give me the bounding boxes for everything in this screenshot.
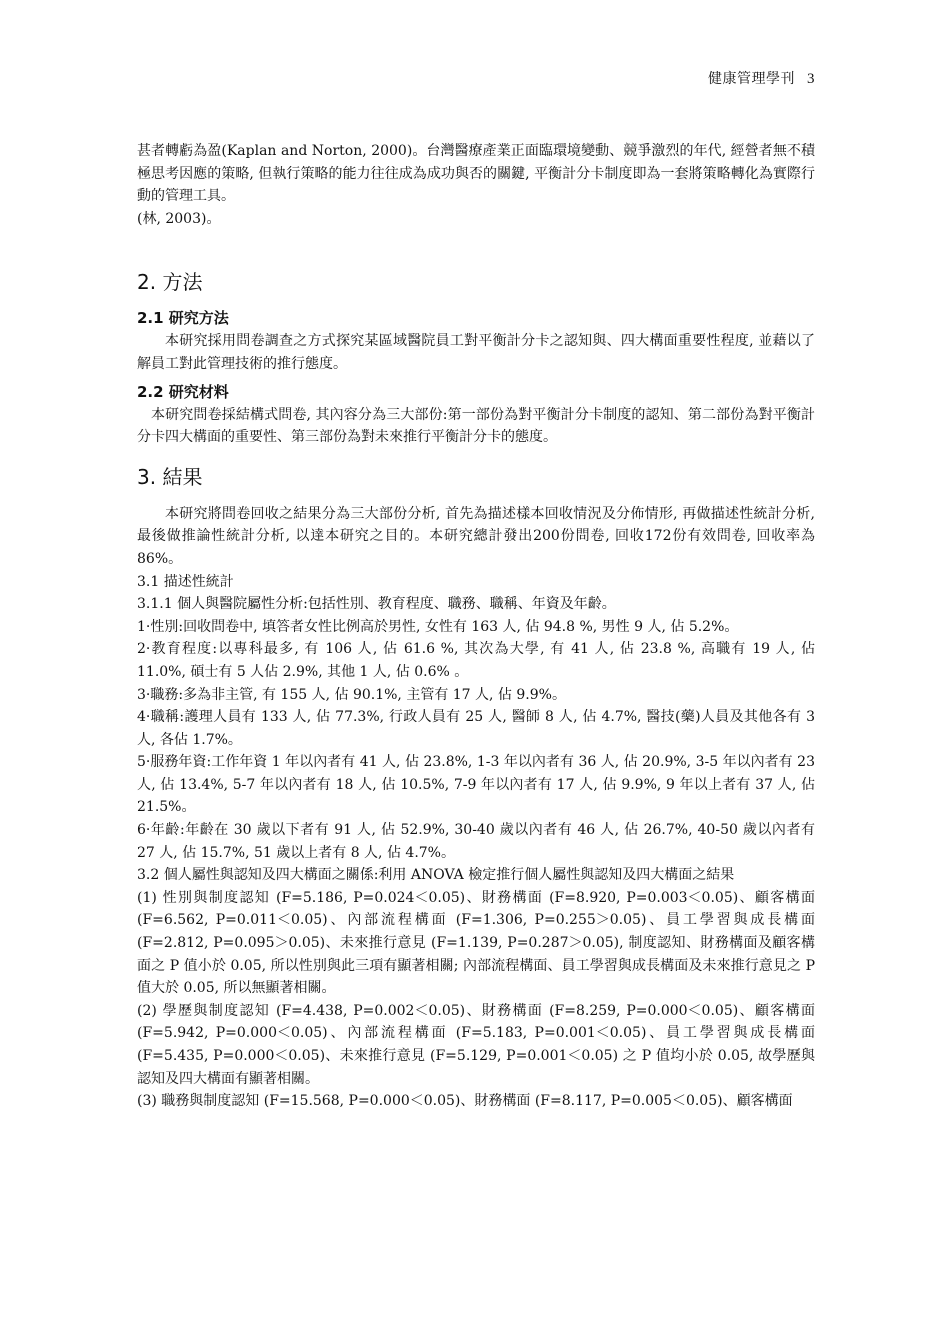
- article-body: [137, 140, 815, 1113]
- list-item: 3.1.1 個人與醫院屬性分析:包括性別、教育程度、職務、職稱、年資及年齡。: [137, 596, 616, 613]
- subsection-2-2-text: 本研究問卷採結構式問卷, 其內容分為三大部份:第一部份為對平衡計分卡制度的認知、第二部份為對平衡計分卡四大構面的重要性、第三部份為對未來推行平衡計分卡的態度。: [137, 406, 815, 446]
- running-header: [708, 68, 815, 88]
- list-item: 6·年齡:年齡在 30 歲以下者有 91 人, 佔 52.9%, 30-40 歲以內者有 46 人, 佔 26.7%, 40-50 歲以內者有 27 人, 佔 15.7%, 51 歲以上者有 8 人, 佔 4.7%。: [137, 822, 815, 861]
- section-3-heading: 3. 結果: [137, 464, 203, 489]
- list-item: 2·教育程度:以專科最多, 有 106 人, 佔 61.6 %, 其次為大學, 有 41 人, 佔 23.8 %, 高職有 19 人, 佔 11.0%, 碩士有 5 人佔 2.9%, 其他 1 人, 佔 0.6% 。: [137, 641, 815, 680]
- journal-title: 健康管理學刊: [708, 71, 795, 87]
- results-list: [137, 571, 815, 1113]
- page-number: 3: [807, 71, 815, 87]
- list-item: 3.2 個人屬性與認知及四大構面之關係:利用 ANOVA 檢定推行個人屬性與認知及四大構面之結果: [137, 867, 735, 884]
- subsection-2-2-heading: 2.2 研究材料: [137, 382, 229, 401]
- subsection-2-1-heading: 2.1 研究方法: [137, 309, 229, 328]
- intro-paragraph: 甚者轉虧為盈(Kaplan and Norton, 2000)。台灣醫療產業正面臨環境變動、競爭激烈的年代, 經營者無不積極思考因應的策略, 但執行策略的能力往往成為成功與否的關鍵, 平衡計分卡制度即為一套將策略轉化為實際行動的管理工具。: [137, 143, 815, 205]
- intro-citation: (林, 2003)。: [137, 210, 221, 227]
- section-3-intro: 本研究將問卷回收之結果分為三大部份分析, 首先為描述樣本回收情況及分佈情形, 再做描述性統計分析, 最後做推論性統計分析, 以達本研究之目的。本研究總計發出200份問卷, 回收172份有效問卷, 回收率為 86%。: [137, 505, 815, 567]
- list-item: 3·職務:多為非主管, 有 155 人, 佔 90.1%, 主管有 17 人, 佔 9.9%。: [137, 686, 566, 703]
- list-item: (3) 職務與制度認知 (F=15.568, P=0.000＜0.05)、財務構面 (F=8.117, P=0.005＜0.05)、顧客構面: [137, 1093, 793, 1110]
- subsection-2-1-text: 本研究採用問卷調查之方式探究某區域醫院員工對平衡計分卡之認知與、四大構面重要性程度, 並藉以了解員工對此管理技術的推行態度。: [137, 333, 815, 372]
- section-2-heading: 2. 方法: [137, 270, 203, 295]
- list-item: (1) 性別與制度認知 (F=5.186, P=0.024＜0.05)、財務構面 (F=8.920, P=0.003＜0.05)、顧客構面 (F=6.562, P=0.011＜0.05)、內部流程構面 (F=1.306, P=0.255＞0.05)、員工學習與成長構面 (F=2.812, P=0.095＞0.05)、未來推行意見 (F=1.139, P=0.287＞0.05), 制度認知、財務構面及顧客構面之 P 值小於 0.05, 所以性別與此三項有顯著相關; 內部流程構面、員工學習與成長構面及未來推行意見之 P 值大於 0.05, 所以無顯著相關。: [137, 889, 815, 997]
- list-item: 3.1 描述性統計: [137, 573, 234, 590]
- list-item: 5·服務年資:工作年資 1 年以內者有 41 人, 佔 23.8%, 1-3 年以內者有 36 人, 佔 20.9%, 3-5 年以內者有 23 人, 佔 13.4%, 5-7 年以內者有 18 人, 佔 10.5%, 7-9 年以內者有 17 人, 佔 9.9%, 9 年以上者有 37 人, 佔 21.5%。: [137, 754, 815, 816]
- list-item: (2) 學歷與制度認知 (F=4.438, P=0.002＜0.05)、財務構面 (F=8.259, P=0.000＜0.05)、顧客構面 (F=5.942, P=0.000＜0.05)、內部流程構面 (F=5.183, P=0.001＜0.05)、員工學習與成長構面 (F=5.435, P=0.000＜0.05)、未來推行意見 (F=5.129, P=0.001＜0.05) 之 P 值均小於 0.05, 故學歷與認知及四大構面有顯著相關。: [137, 1002, 815, 1087]
- list-item: 4·職稱:護理人員有 133 人, 佔 77.3%, 行政人員有 25 人, 醫師 8 人, 佔 4.7%, 醫技(藥)人員及其他各有 3 人, 各佔 1.7%。: [137, 709, 815, 748]
- list-item: 1·性別:回收問卷中, 填答者女性比例高於男性, 女性有 163 人, 佔 94.8 %, 男性 9 人, 佔 5.2%。: [137, 618, 739, 635]
